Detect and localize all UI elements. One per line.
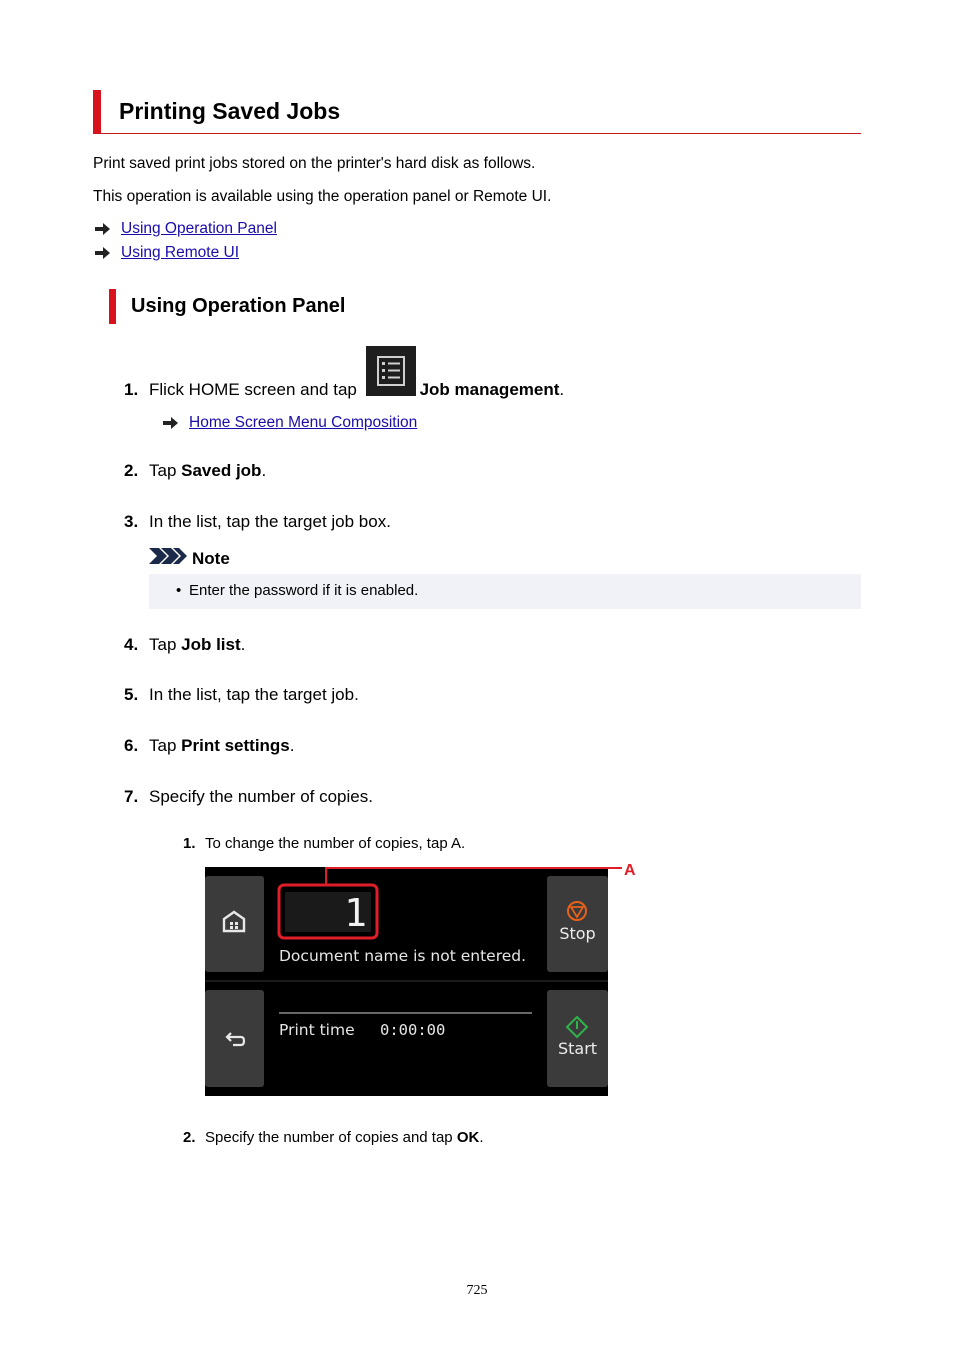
step-number: 7.	[124, 787, 139, 806]
link-row-remote-ui	[95, 244, 239, 262]
home-button[interactable]	[205, 876, 264, 972]
step-number: 5.	[124, 685, 139, 704]
step-number: 4.	[124, 635, 139, 654]
heading-accent-bar	[93, 90, 101, 133]
step-text: Tap	[149, 635, 182, 654]
step-4	[124, 635, 245, 655]
step-5	[124, 685, 359, 705]
substep-number: 2.	[183, 1129, 196, 1146]
step-number: 3.	[124, 512, 139, 531]
arrow-right-icon	[95, 223, 110, 235]
substep-bold-text: OK	[456, 1129, 480, 1146]
note-box	[149, 574, 861, 609]
step-6	[124, 736, 295, 756]
substep-2	[183, 1129, 484, 1146]
link-row-home-screen	[163, 414, 417, 432]
step-3	[124, 512, 391, 532]
back-button[interactable]	[205, 990, 264, 1087]
arrow-right-icon	[95, 247, 110, 259]
page-heading	[93, 90, 861, 134]
step-number: 2.	[124, 461, 139, 480]
substep-number: 1.	[183, 835, 196, 852]
substep-text: To change the number of copies, tap A.	[205, 835, 466, 852]
step-suffix: .	[240, 635, 246, 654]
arrow-right-icon	[163, 417, 178, 429]
link-using-remote-ui[interactable]: Using Remote UI	[121, 244, 240, 261]
step-number: 1.	[124, 380, 139, 399]
callout-line	[320, 862, 640, 888]
note-header	[149, 548, 230, 569]
print-time-label: Print time	[279, 1021, 355, 1039]
note-item: Enter the password if it is enabled.	[189, 582, 419, 599]
step-bold-text: Job list	[181, 635, 241, 654]
callout-label-a: A	[624, 862, 636, 879]
step-text: Flick HOME screen and tap	[149, 380, 362, 399]
step-text: Tap	[149, 461, 182, 480]
section-accent-bar	[109, 289, 116, 324]
step-bold-text: Print settings	[181, 736, 290, 755]
page-number: 725	[466, 1283, 488, 1298]
link-using-operation-panel[interactable]: Using Operation Panel	[121, 220, 277, 237]
step-number: 6.	[124, 736, 139, 755]
step-suffix: .	[559, 380, 565, 399]
page-title: Printing Saved Jobs	[119, 98, 341, 124]
step-1	[124, 346, 564, 400]
stop-button[interactable]: Stop	[559, 924, 596, 943]
step-text: Specify the number of copies.	[149, 787, 373, 806]
note-label: Note	[192, 548, 230, 568]
step-suffix: .	[289, 736, 295, 755]
document-status: Document name is not entered.	[279, 947, 527, 965]
step-bold-text: Saved job	[181, 461, 262, 480]
link-home-screen-menu-composition[interactable]: Home Screen Menu Composition	[189, 414, 418, 431]
section-title: Using Operation Panel	[131, 295, 346, 317]
job-management-icon	[366, 346, 416, 396]
link-row-operation-panel	[95, 220, 277, 238]
step-bold-text: Job management	[419, 380, 560, 399]
step-suffix: .	[261, 461, 267, 480]
start-button[interactable]: Start	[557, 1039, 598, 1058]
note-chevrons-icon	[149, 548, 187, 569]
operation-panel-screenshot	[205, 867, 608, 1096]
intro-line-1: Print saved print jobs stored on the printer's hard disk as follows.	[93, 155, 536, 172]
print-time-value: 0:00:00	[380, 1021, 446, 1039]
substep-1	[183, 835, 465, 852]
step-text: Tap	[149, 736, 182, 755]
intro-line-2: This operation is available using the operation panel or Remote UI.	[93, 188, 552, 205]
copies-value[interactable]: 1	[344, 891, 367, 935]
step-text: In the list, tap the target job.	[149, 685, 359, 704]
note-bullet: •	[176, 582, 182, 599]
step-2	[124, 461, 266, 481]
substep-text: Specify the number of copies and tap	[205, 1129, 457, 1146]
substep-suffix: .	[479, 1129, 484, 1146]
step-7	[124, 787, 373, 807]
step-text: In the list, tap the target job box.	[149, 512, 391, 531]
